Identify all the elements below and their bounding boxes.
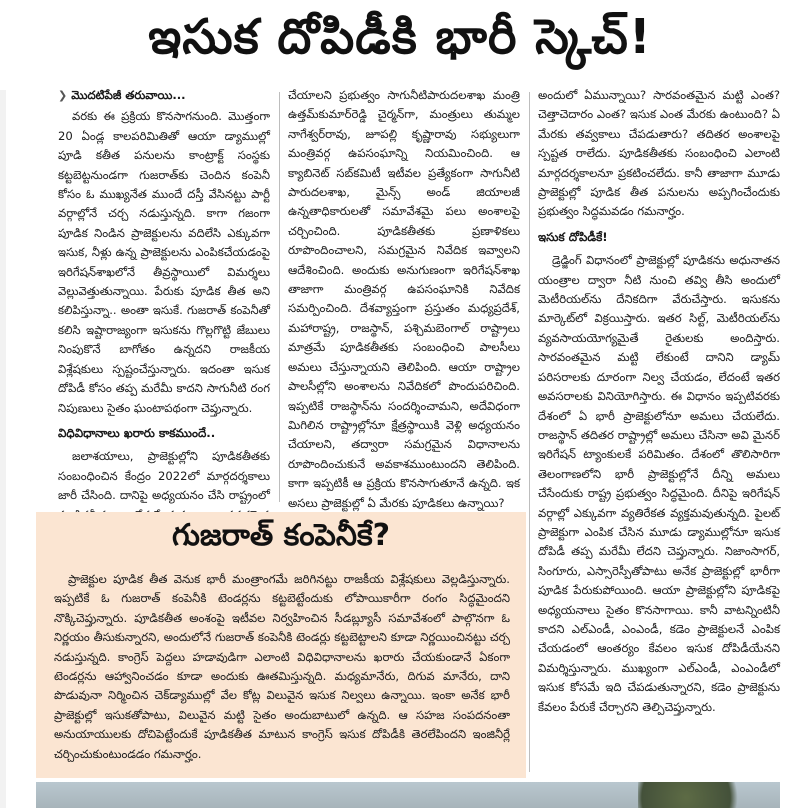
paragraph: వరకు ఈ ప్రక్రియ కొనసాగనుంది. మొత్తంగా 20 ఏండ్ల కాలపరిమితితో ఆయా డ్యాముల్లో పూడి కతీత పనులను కాంట్రాక్ట్ సంస్థకు కట్టబెట్టనుండగా గుజరాత్‌కు చెందిన కంపెనీ కోసం ఓ ముఖ్యనేత ముందే దస్తీ వేసినట్టు పార్టీ వర్గాల్లోనే చర్చ నడుస్తున్నది. కాగా గజంగా పూడిక నిండిన ప్రాజెక్టులను వదిలేసి ఎక్కువగా ఇసుక, నీళ్లు ఉన్న ప్రాజెక్టులను ఎంపికచేయడంపై ఇరిగేషన్‌శాఖలోనే తీవ్రస్థాయిలో విమర్శలు వెల్లువెత్తుతున్నాయి. పేరుకు పూడిక తీత అని కలిపిస్తున్నా.. అంతా ఇసుకే. గుజరాత్ కంపెనీతో కలిసి ఇష్టారాజ్యంగా ఇసుకను గొల్లగొట్టి జేబులు నింపుకొనే బాగోతం ఉన్నదని రాజకీయ విశ్లేషకులు స్పష్టంచేస్తున్నారు. ఇదంతా ఇసుక దోపిడీ కోసం తప్ప మరేమీ కాదని సాగునీటి రంగ నిపుణులు సైతం ఘంటాపథంగా చెప్తున్నారు. xyxy=(58,109,270,415)
headline: ఇసుక దోపిడీకి భారీ స్కెచ్! xyxy=(148,9,652,65)
kicker-text: మొదటిపేజీ తరువాయి... xyxy=(71,88,186,102)
article-column-2 xyxy=(288,86,520,510)
article-column-1 xyxy=(58,86,270,506)
column-divider xyxy=(529,92,530,772)
paragraph: జలాశయాలు, ప్రాజెక్టుల్లోని పూడికతీతకు సంబంధించిన కేంద్రం 2022లో మార్గదర్శకాలు జారీ చేసింది. దానిపై అధ్యయనం చేసి రాష్ట్రంలో xyxy=(58,449,270,503)
chevron-right-icon: ❯ xyxy=(58,89,68,102)
column-divider xyxy=(279,92,280,502)
box-body xyxy=(54,570,510,770)
paragraph: అందులో ఏమున్నాయి? సారవంతమైన మట్టి ఎంత? చెత్తాచెదారం ఎంత? ఇసుక ఎంత మేరకు ఉంటుంది? ఏ మేరకు తవ్వకాలు చేపడుతారు? తదితర అంశాలపై స్పష్టత రాలేదు. పూడికతీతకు సంబంధించి ఎలాంటి మార్గదర్శకాలనూ ప్రకటించలేదు. కానీ తాజాగా మూడు ప్రాజెక్టుల్లో పూడిక తీత పనులను అప్పగించేందుకు ప్రభుత్వం సిద్ధమవడం గమనార్హం. xyxy=(538,88,780,219)
paragraph: డ్రెడ్జింగ్ విధానంలో ప్రాజెక్టుల్లో పూడికను అధునాతన యంత్రాల ద్వారా నీటి నుంచి తవ్వి తీసి అందులో మెటీరియల్‌ను దేనికదిగా వేరుచేస్తారు. ఇసుకను మార్కెట్‌లో విక్రయిస్తారు. ఇతర సిల్ట్, మెటీరియల్‌ను వ్యవసాయయోగ్యమైతే రైతులకు అందిస్తారు. సారవంతమైన మట్టి లేకుంటే దానిని డ్యామ్ పరిసరాలకు దూరంగా నిల్వ చేయడం, లేదంటే ఇతర అవసరాలకు వినియోగిస్తారు. ఈ విధానం ఇప్పటివరకు దేశంలో ఏ భారీ ప్రాజెక్టులోనూ అమలు చేయలేదు. రాజస్థాన్ తదితర రాష్ట్రాల్లో అమలు చేసినా అవి మైనర్ ఇరిగేషన్ ట్యాంకులకే పరిమితం. దేశంలో తొలిసారిగా తెలంగాణలోని భారీ ప్రాజెక్టుల్లోనే దీన్ని అమలు చేసేందుకు రాష్ట్ర ప్రభుత్వం సిద్ధమైంది. దీనిపై ఇరిగేషన్ వర్గాల్లో ఎక్కువగా వ్యతిరేకత వ్యక్తమవుతున్నది. పైలట్ ప్రాజెక్టుగా ఎంపిక చేసిన మూడు డ్యాముల్లోనూ ఇసుక దోపిడీ తప్ప మరేమీ లేదని చెప్తున్నారు. నిజాంసాగర్, సింగూరు, ఎస్సారెస్పీతోపాటు అనేక ప్రాజెక్టుల్లో భారీగా పూడిక పేరుకుపోయింది. ఆయా ప్రాజెక్టుల్లోని పూడికపై అధ్యయనాలు సైతం కొనసాగాయి. కానీ వాటన్నింటినీ కాదని ఎల్ఎండీ, ఎంఎండీ, కడెం ప్రాజెక్టులనే ఎంపిక చేయడంలో ఆంతర్యం కేవలం ఇసుక దోపిడీయేనని విమర్శిస్తున్నారు. ముఖ్యంగా ఎల్ఎండీ, ఎంఎండీలో ఇసుక కోసమే ఇది చేపడుతున్నారని, కడెం ప్రాజెక్టును కేవలం పేరుకే చేర్చారని తెల్పిచెప్తున్నారు. xyxy=(538,253,780,714)
box-title: గుజరాత్ కంపెనీకే? xyxy=(171,518,391,553)
page-edge xyxy=(0,90,6,808)
tree-image xyxy=(638,782,758,808)
photo-strip xyxy=(36,782,780,808)
paragraph: ప్రాజెక్టుల పూడిక తీత వెనుక భారీ మంత్రాంగమే జరిగినట్టు రాజకీయ విశ్లేషకులు వెల్లడిస్తున్నారు. ఇప్పటికే ఓ గుజరాత్ కంపెనీకి టెండర్లను కట్టబెట్టేందుకు లోపాయికారీగా రంగం సిద్ధమైందని నొక్కిచెప్తున్నారు. పూడికతీత అంశంపై ఇటీవల నిర్వహించిన సీడబ్ల్యూసీ సమావేశంలో పాల్గొనగా ఓ నిర్ణయం తీసుకున్నారని, అందులోనే గుజరాత్ కంపెనీకి టెండర్లు కట్టబెట్టాలని కూడా నిర్ణయించినట్టు చర్చ నడుస్తున్నది. కాంగ్రెస్ పెద్దలు హడావుడిగా ఎలాంటి విధివిధానాలను ఖరారు చేయకుండానే ఏకంగా టెండర్లను ఆహ్వానించడం కూడా అందుకు ఊతమిస్తున్నది. మధ్యమానేరు, దిగువ మానేరు, దాని పొడువునా నిర్మించిన చెక్‌డ్యాముల్లో వేల కోట్ల విలువైన ఇసుక నిల్వలు ఉన్నాయి. ఇంకా అనేక భారీ ప్రాజెక్టుల్లో ఇసుకతోపాటు, విలువైన మట్టి సైతం అందుబాటులో ఉన్నది. ఆ సహజ సంపదనంతా అనుయాయులకు దోచిపెట్టేందుకే పూడికతీత మాటున కాంగ్రెస్ ఇసుక దోపిడీకి తెరలేపిందని ఇంజినీర్లే చర్చించుకుంటుండడం గమనార్హం. xyxy=(54,572,510,761)
sidebar-box xyxy=(36,512,526,778)
paragraph: చేయాలని ప్రభుత్వం సాగునీటిపారుదలశాఖ మంత్రి ఉత్తమ్‌కుమార్‌రెడ్డి చైర్మన్‌గా, మంత్రులు తుమ్మల నాగేశ్వర్‌రావు, జూపల్లి కృష్ణారావు సభ్యులుగా మంత్రివర్గ ఉపసంఘాన్ని నియమించింది. ఆ క్యాబినెట్ సబ్‌కమిటీ ఇటీవల ప్రత్యేకంగా సాగునీటి పారుదలశాఖ, మైన్స్ అండ్ జియాలజీ ఉన్నతాధికారులతో సమావేశమై పలు అంశాలపై చర్చించింది. పూడికతీతకు ప్రణాళికలు రూపొందించాలని, సమగ్రమైన నివేదిక ఇవ్వాలని ఆదేశించింది. అందుకు అనుగుణంగా ఇరిగేషన్‌శాఖ తాజాగా మంత్రివర్గ ఉపసంఘానికి నివేదిక సమర్పించింది. దేశవ్యాప్తంగా ప్రస్తుతం మధ్యప్రదేశ్, మహారాష్ట్ర, రాజస్థాన్, పశ్చిమబెంగాల్ రాష్ట్రాలు మాత్రమే పూడికతీతకు సంబంధించి పాలసీలు అమలు చేస్తున్నాయని తెలిపింది. ఆయా రాష్ట్రాల పాలసీల్లోని అంశాలను నివేదికలో పొందుపరిచింది. ఇప్పటికే రాజస్థాన్‌ను సందర్శించామని, అదేవిధంగా మిగిలిన రాష్ట్రాల్లోనూ క్షేత్రస్థాయికి వెళ్లి అధ్యయనం చేయాలని, తద్వారా సమగ్రమైన విధానాలను రూపొందించుకునే అవకాశముంటుందని తెలిపింది. కాగా ఇప్పటికీ ఆ ప్రక్రియ కొనసాగుతూనే ఉన్నది. ఇక అసలు ప్రాజెక్టుల్లో ఏ మేరకు పూడికలు ఉన్నాయి? xyxy=(288,88,520,510)
subheading: ఇసుక దోపిడీకే! xyxy=(538,229,608,244)
article-column-3 xyxy=(538,86,780,776)
subheading: విధివిధానాలు ఖరారు కాకముందే.. xyxy=(58,425,216,440)
continued-kicker xyxy=(58,86,270,105)
